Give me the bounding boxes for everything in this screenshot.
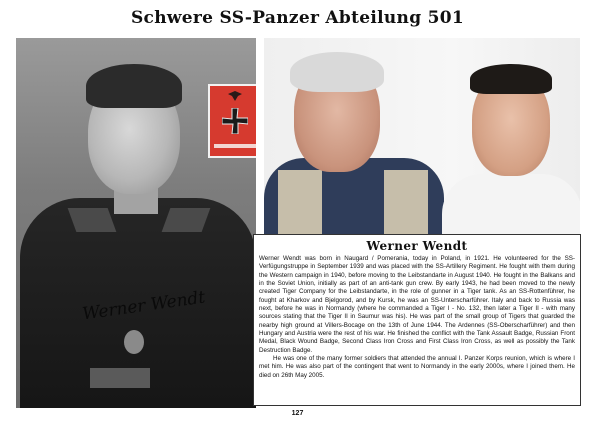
signature: Werner Wendt: [81, 287, 207, 325]
portrait-photo: [16, 38, 256, 408]
page-number: 127: [291, 410, 304, 417]
biography-box: [253, 234, 581, 406]
hair: [86, 64, 182, 108]
elderly-man-vest-right: [384, 170, 428, 236]
eagle-icon: [228, 91, 242, 101]
page-title: Schwere SS-Panzer Abteilung 501: [130, 8, 464, 28]
young-man-hair: [470, 64, 552, 94]
biography-paragraph: Werner Wendt was born in Naugard / Pomerania, today in Poland, in 1921. He volunteered for the SS-Verfügungstruppe in September 1939 and was placed with the SS-Artillery Regiment. He fought with them during the Western campaign in 1940, before moving to the Leibstandarte in August 1940. He fought in the Balkans and in the Soviet Union, initially as part of an anti-tank gun crew. By early 1943, he had been moved to the newly created Tiger Company for the Leibstandarte, in the role of gunner in a Tiger tank. As an SS-Rottenführer, he fought at Kharkov and Bjelgorod, and by Kursk, he was an SS-Unterscharführer. Italy and back to Russia was next, before he was in Normandy (where he commanded a Tiger I - No. 132, then later a Tiger II - with many sources stating that the Tiger II in Saumur was his). He was part of the small group of Tigers that guarded the nearby high ground at Villers-Bocage on the 13th of June 1944. The Ardennes (SS-Oberscharführer) and then Hungary and Austria were the rest of his war. He finished the conflict with the Tank Assault Badge, Russian Front Medal, Black Wound Badge, Second Class Iron Cross and First Class Iron Cross, as well as possibly the Tank Destruction Badge.: [259, 255, 575, 354]
biography-name: Werner Wendt: [366, 239, 468, 253]
elderly-man-hair: [290, 52, 384, 92]
iron-cross-icon: [222, 108, 248, 134]
stamp-band: [214, 144, 256, 148]
medal-icon: [124, 330, 144, 354]
belt-buckle: [90, 368, 150, 388]
young-man-shirt: [442, 174, 580, 236]
collar-tab-left: [68, 208, 117, 232]
biography-paragraph: He was one of the many former soldiers that attended the annual I. Panzer Korps reunion, which is where I met him. He was also part of the contingent that went to Normandy in the early 2000s, where I joined them. He died on 26th May 2005.: [259, 355, 575, 379]
reunion-photo: [264, 38, 580, 236]
elderly-man-vest-left: [278, 170, 322, 236]
iron-cross-stamp: [208, 84, 256, 158]
